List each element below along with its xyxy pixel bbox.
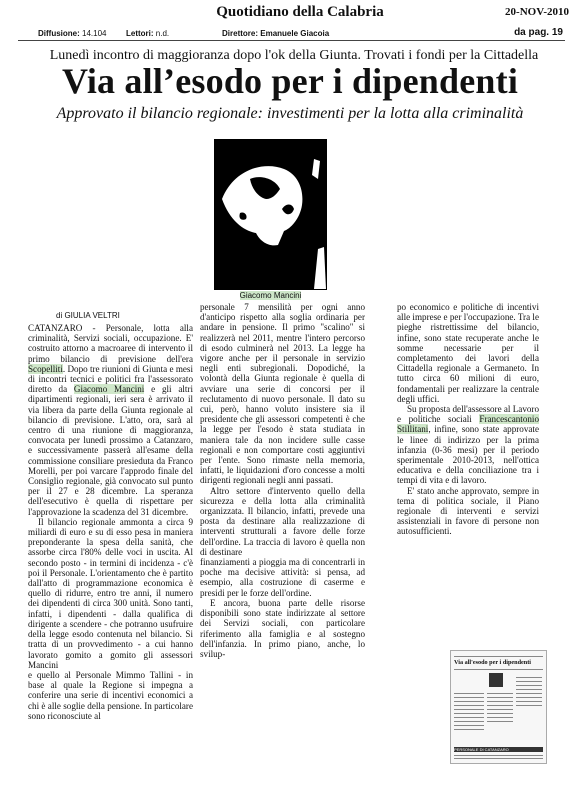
paragraph: E' stato anche approvato, sempre in tema di politica sociale, il Piano regionale di interventi e servizi assistenziali in favore di persone non autosufficienti.	[397, 485, 539, 537]
article-column-1	[28, 323, 193, 721]
photo-caption	[214, 291, 327, 300]
paragraph: po economico e politiche di incentivi alle imprese e per l'occupazione. Tra le pieghe ristrettissime del bilancio, infine, sono state recuperate anche le somme necessarie per il completamento dei lavori della Cittadella regionale a Germaneto. In tutto circa 60 milioni di euro, fondamentali per realizzare la centrale degli uffici.	[397, 302, 539, 404]
direttore-meta	[222, 29, 329, 38]
diffusione-label: Diffusione:	[38, 29, 80, 38]
paragraph: e quello al Personale Mimmo Tallini - in base al quale la Regione si impegna a conferire una serie di incentivi economici a chi è alle soglie della pensione. In particolare sono riconosciute al	[28, 669, 193, 721]
lettori-meta	[126, 29, 169, 38]
page-number: 19	[551, 27, 563, 38]
paragraph: personale 7 mensilità per ogni anno d'anticipo rispetto alla soglia ordinaria per andare in pensione. Il primo "scalino" si realizzerà nel 2011, mentre l'intero percorso di esodo culminerà nel 2013. La legge ha vigore anche per il personale in servizio negli enti subregionali. Dopodiché, la volontà della Giunta regionale è quella di avviare una serie di concorsi per il reclutamento di nuovo personale. Il dato su cui, però, hanno voluto insistere sia il presidente che gli assessori competenti è che la legge per l'esodo è stata studiata in maniera tale da non incidere sulle casse regionali e non comportare costi aggiuntivi per l'ente. Sono rimaste nella memoria, infatti, le liquidazioni d'oro concesse a molti dirigenti regionali negli anni passati.	[200, 302, 365, 486]
direttore-label: Direttore:	[222, 29, 259, 38]
lettori-label: Lettori:	[126, 29, 154, 38]
paragraph: CATANZARO - Personale, lotta alla criminalità, Servizi sociali, occupazione. E' costruito attorno a macroaree di intervento il primo bilancio di previsione dell'era Scopelliti. Dopo tre riunioni di Giunta e mesi di incontri tecnici e politici fra l'assessorato diretto da Giacomo Mancini e gli altri dipartimenti regionali, ieri sera è arrivato il via libera da parte della Giunta regionale al bilancio di previsione. L'atto, ora, sarà al centro di una riunione di maggioranza, convocata per lunedì prossimo a Catanzaro, e successivamente passerà all'esame della commissione consiliare presieduta da Franco Morelli, per poi varcare l'approdo finale del Consiglio regionale, già convocato sul punto per il 27 e 28 dicembre. La speranza dell'esecutivo è quella di rispettare per l'approvazione la scadenza del 31 dicembre.	[28, 323, 193, 517]
diffusione-value: 14.104	[82, 29, 107, 38]
lettori-value: n.d.	[155, 29, 170, 38]
direttore-value: Emanuele Giacoia	[260, 29, 330, 38]
name-highlight: Scopelliti	[28, 363, 63, 374]
portrait-photo	[214, 139, 327, 290]
article-column-2	[200, 302, 365, 659]
byline: di GIULIA VELTRI	[56, 311, 120, 320]
caption-text: Giacomo Mancini	[239, 291, 302, 300]
paragraph: finanziamenti a pioggia ma di concentrarli in poche ma decisive attività: si pensa, ad esempio, alla costruzione di caserme e presidi per le forze dell'ordine.	[200, 557, 365, 598]
page-thumbnail	[450, 650, 547, 764]
name-highlight: Francescantonio Stillitani	[397, 414, 539, 435]
thumbnail-band-label: PERSONALE DI CATANZARO	[454, 747, 509, 752]
thumbnail-headline: Via all'esodo per i dipendenti	[454, 659, 532, 666]
portrait-silhouette	[214, 139, 327, 290]
paragraph: Su proposta dell'assessore al Lavoro e politiche sociali Francescantonio Stillitani, infine, sono state approvate le linee di indirizzo per la prima infanzia (0-36 mesi) per il periodo sperimentale 2010-2013, nell'ottica educativa e della conciliazione tra i tempi di vita e di lavoro.	[397, 404, 539, 486]
page-ref	[514, 27, 563, 38]
paragraph: Altro settore d'intervento quello della sicurezza e della lotta alla criminalità organizzata. Il bilancio, infatti, prevede una posta da destinare alla realizzazione di interventi strutturali a favore delle forze dell'ordine. La traccia di lavoro è quella non di destinare	[200, 485, 365, 557]
article-column-3	[397, 302, 539, 537]
page-label: da pag.	[514, 27, 550, 38]
diffusione-meta	[38, 29, 106, 38]
header-rule	[18, 40, 565, 41]
paragraph: E ancora, buona parte delle risorse disponibili sono state indirizzate al settore dei Servizi sociali, con particolare riferimento alla famiglia e al sostegno dell'infanzia. In primo piano, anche, lo svilup-	[200, 597, 365, 659]
article-kicker: Lunedì incontro di maggioranza dopo l'ok della Giunta. Trovati i fondi per la Cittadella	[49, 48, 539, 63]
article-headline: Via all’esodo per i dipendenti	[61, 61, 519, 101]
issue-date: 20-NOV-2010	[505, 6, 569, 18]
paragraph: Il bilancio regionale ammonta a circa 9 miliardi di euro e su di esso pesa in maniera preponderante la spesa della sanità, che assorbe circa l'80% delle voci in uscita. Al secondo posto - in termini di incidenza - c'è poi il Personale. L'orientamento che è partito dall'atto di programmazione economica è quello di ridurre, entro tre anni, il numero dei dipendenti di circa 300 unità. Sono tanti, infatti, i dipendenti - dalla qualifica di dirigente a scendere - che potranno usufruire della legge esodo contenuta nel bilancio. Si tratta di un provvedimento - a cui hanno lavorato gomito a gomito gli assessori Mancini	[28, 516, 193, 670]
thumbnail-photo	[489, 673, 503, 687]
article-subhead: Approvato il bilancio regionale: investimenti per la lotta alla criminalità	[56, 105, 524, 122]
publication-name: Quotidiano della Calabria	[216, 4, 384, 20]
name-highlight: Giacomo Mancini	[73, 384, 145, 395]
